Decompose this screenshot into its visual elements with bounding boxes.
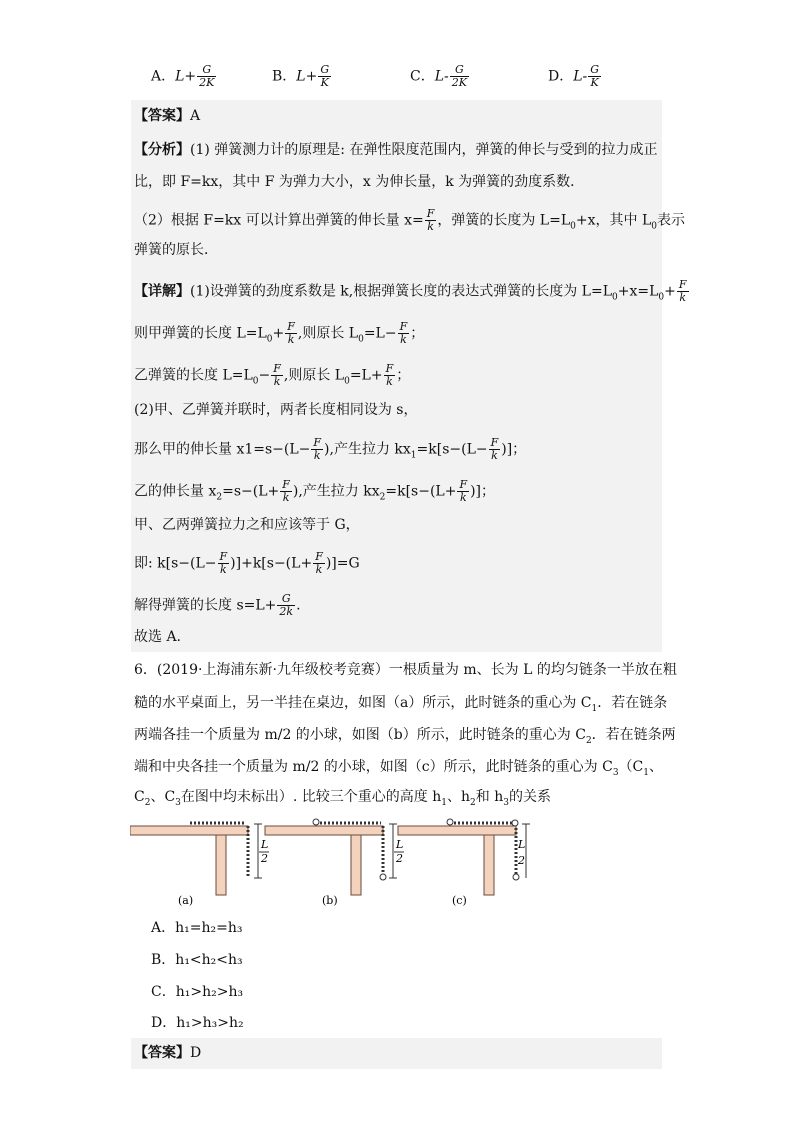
option-b: B．L+ $\frac{G}{K}$ bbox=[272, 63, 330, 89]
answer-line: 【答案】A bbox=[134, 108, 201, 124]
length-marker-a bbox=[254, 824, 262, 878]
detail-line-solution: 解得弹簧的长度 s=L+ $\frac{G}{2k}$ . bbox=[134, 592, 301, 618]
fig-a-2: 2 bbox=[261, 852, 268, 865]
detail-line-jia: 则甲弹簧的长度 $L=L_0+$ $\frac{F}{k}$ ,则原长 $L_0=L-$ $\frac{F}{k}$ ； bbox=[134, 320, 425, 346]
option-c: C．L- $\frac{G}{2K}$ bbox=[410, 63, 467, 89]
ball-b-left bbox=[313, 819, 319, 825]
figure-a bbox=[130, 823, 269, 907]
ball-c-bottom bbox=[513, 874, 519, 880]
answer-block-2 bbox=[131, 1038, 662, 1069]
fig-label-c: (c) bbox=[452, 894, 467, 907]
detail-line-yi: 乙弹簧的长度 $L=L_0-$ $\frac{F}{k}$ ,则原长 $L_0=L+$ $\frac{F}{k}$ ； bbox=[134, 362, 411, 388]
answer-line-2: 【答案】D bbox=[134, 1045, 202, 1061]
detail-line-ext1: 那么甲的伸长量 x1=s−(L− $\frac{F}{k}$ ),产生拉力 $kx_1=k[s-(L-$ $\frac{F}{k}$ )]； bbox=[134, 436, 527, 462]
detail-line-equation: 即: k[s−(L− $\frac{F}{k}$ )]+k[s−(L+ $\frac{F}{k}$ )]=G bbox=[134, 550, 360, 576]
option-d: D．L- $\frac{G}{K}$ bbox=[548, 63, 600, 89]
q6-line-4: 端和中央各挂一个质量为 m/2 的小球，如图（c）所示，此时链条的重心为 $C_3(C_1$、 bbox=[134, 759, 663, 778]
length-marker-b bbox=[389, 824, 397, 878]
analysis-line-3: （2）根据 F=kx 可以计算出弹簧的伸长量 x= $\frac{F}{k}$ ，弹簧的长度为 $L=L_0+x$，其中 $L_0$表示 bbox=[134, 207, 685, 233]
length-marker-c bbox=[522, 824, 530, 878]
table-leg-c bbox=[484, 835, 494, 895]
ball-b-bottom bbox=[380, 874, 386, 880]
fig-a-L: L bbox=[261, 838, 269, 851]
detail-line-choose: 故选 A. bbox=[134, 629, 182, 645]
detail-line-sum: 甲、乙两弹簧拉力之和应该等于 G， bbox=[134, 517, 360, 533]
figure-b bbox=[265, 819, 404, 907]
table-top-b bbox=[265, 826, 383, 835]
q6-line-3: 两端各挂一个质量为 m/2 的小球，如图（b）所示，此时链条的重心为 $C_2$．若在链条两 bbox=[134, 727, 676, 746]
q6-line-1: 6．(2019·上海浦东新·九年级校考竞赛）一根质量为 m、长为 L 的均匀链条一半放在粗 bbox=[134, 662, 677, 678]
table-top-c bbox=[398, 826, 516, 835]
option-a: A．L+ $\frac{G}{2K}$ bbox=[151, 63, 215, 89]
fig-label-b: (b) bbox=[322, 894, 338, 907]
analysis-line-2: 比，即 F=kx，其中 F 为弹力大小，x 为伸长量，k 为弹簧的劲度系数． bbox=[134, 174, 585, 190]
q6-option-c: C．h₁>h₂>h₃ bbox=[151, 984, 244, 1000]
fig-b-2: 2 bbox=[396, 852, 403, 865]
ball-c-left bbox=[447, 819, 453, 825]
fig-b-L: L bbox=[396, 838, 404, 851]
table-leg-b bbox=[351, 835, 361, 895]
chain-figure bbox=[130, 814, 530, 910]
table-top-a bbox=[130, 826, 248, 835]
analysis-line-4: 弹簧的原长． bbox=[134, 242, 218, 258]
detail-line-1: 【详解】(1)设弹簧的劲度系数是 k,根据弹簧长度的表达式弹簧的长度为 $L=L_0+x=L_0+$ $\frac{F}{k}$ bbox=[134, 278, 687, 304]
fig-label-a: (a) bbox=[178, 894, 194, 907]
q6-option-a: A．h₁=h₂=h₃ bbox=[151, 920, 243, 936]
q6-line-2: 糙的水平桌面上，另一半挂在桌边，如图（a）所示，此时链条的重心为 $C_1$．若在链条 bbox=[134, 695, 668, 714]
analysis-line-1: 【分析】(1) 弹簧测力计的原理是: 在弹性限度范围内，弹簧的伸长与受到的拉力成正 bbox=[134, 142, 658, 158]
fig-c-L: L bbox=[518, 838, 526, 851]
figure-c bbox=[398, 819, 530, 907]
q6-line-5: $C_2$、$C_3$在图中均未标出）. 比较三个重心的高度 $h_1$、$h_2$和 $h_3$的关系 bbox=[134, 789, 551, 808]
ball-c-middle bbox=[512, 820, 518, 826]
q6-option-b: B．h₁<h₂<h₃ bbox=[151, 952, 243, 968]
table-leg-a bbox=[216, 835, 226, 895]
q6-option-d: D．h₁>h₃>h₂ bbox=[151, 1015, 244, 1031]
fig-c-2: 2 bbox=[518, 854, 525, 867]
detail-line-ext2: 乙的伸长量 $x_2=s-(L+$ $\frac{F}{k}$ ),产生拉力 $kx_2=k[s-(L+$ $\frac{F}{k}$ )]； bbox=[134, 478, 496, 504]
detail-line-parallel: (2)甲、乙弹簧并联时，两者长度相同设为 s， bbox=[134, 402, 418, 418]
